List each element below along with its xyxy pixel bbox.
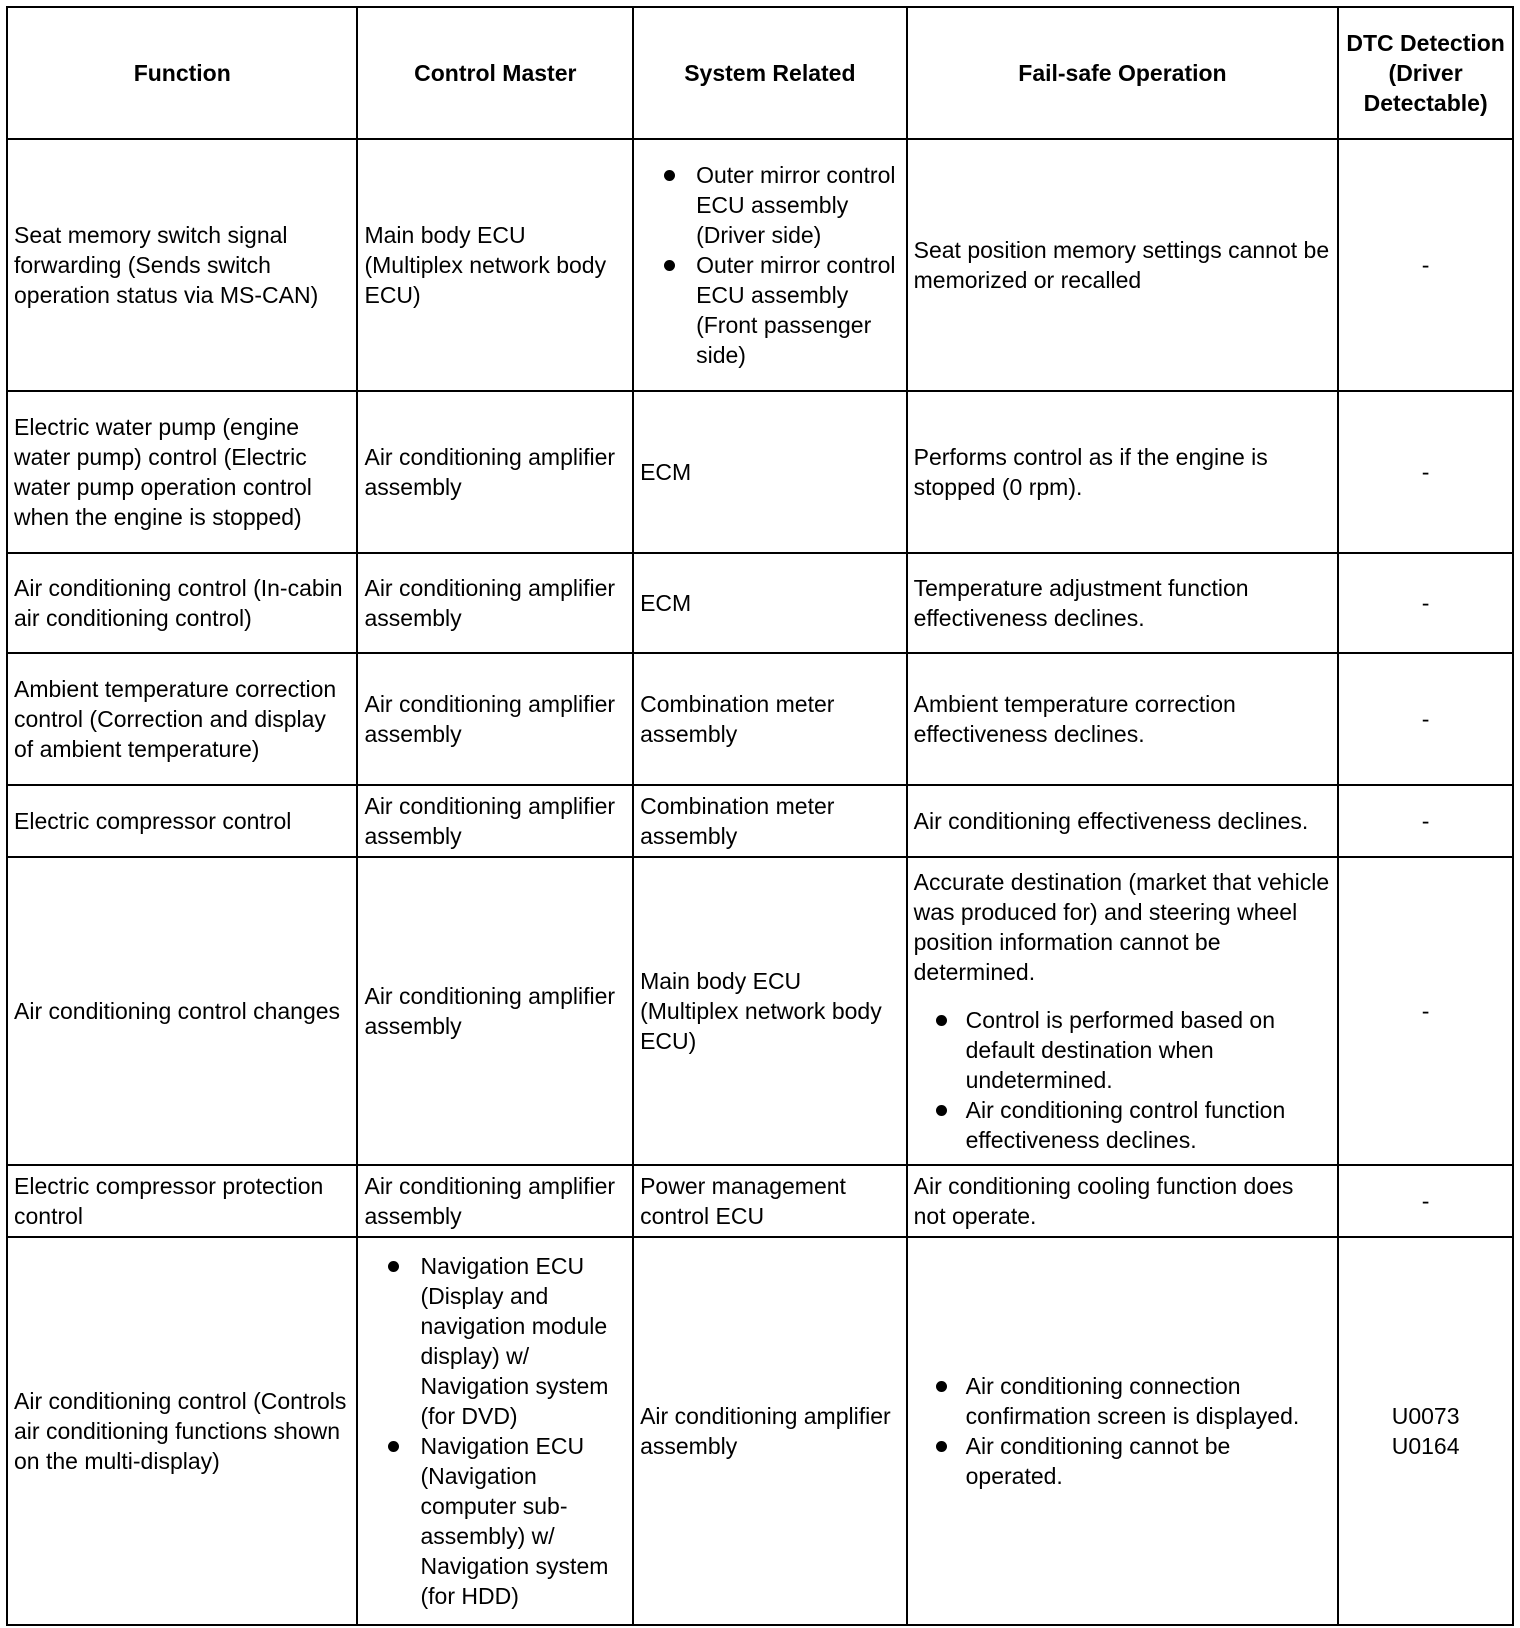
table-row — [7, 391, 1513, 553]
cell-function: Electric water pump (engine water pump) control (Electric water pump operation control when the engine is stopped) — [7, 391, 357, 553]
list-item: Air conditioning cannot be operated. — [914, 1431, 1332, 1491]
cell-dtc — [1338, 1237, 1513, 1625]
table-row — [7, 1165, 1513, 1237]
cell-system-related: ECM — [633, 553, 907, 654]
cell-dtc: - — [1338, 391, 1513, 553]
list-item: Navigation ECU (Navigation computer sub-assembly) w/ Navigation system (for HDD) — [364, 1431, 626, 1611]
cell-control-master: Air conditioning amplifier assembly — [357, 391, 633, 553]
header-row — [7, 7, 1513, 139]
dtc-code: U0164 — [1391, 1432, 1460, 1459]
cell-function: Electric compressor control — [7, 785, 357, 857]
cell-system-related: ECM — [633, 391, 907, 553]
table-row — [7, 1237, 1513, 1625]
cell-fail-safe: Seat position memory settings cannot be memorized or recalled — [907, 139, 1339, 391]
fail-safe-table — [6, 6, 1514, 1626]
cell-control-master: Air conditioning amplifier assembly — [357, 553, 633, 654]
system-related-list — [640, 160, 900, 370]
table-row — [7, 653, 1513, 784]
list-item: Outer mirror control ECU assembly (Front passenger side) — [640, 250, 900, 370]
cell-control-master: Air conditioning amplifier assembly — [357, 785, 633, 857]
header-dtc: DTC Detection (Driver Detectable) — [1338, 7, 1513, 139]
cell-control-master: Main body ECU (Multiplex network body ECU) — [357, 139, 633, 391]
control-master-list — [364, 1251, 626, 1611]
cell-dtc: - — [1338, 553, 1513, 654]
fail-safe-text: Accurate destination (market that vehicle was produced for) and steering wheel position information cannot be determined. — [913, 868, 1330, 985]
cell-fail-safe: Ambient temperature correction effectiveness declines. — [907, 653, 1339, 784]
cell-system-related: Main body ECU (Multiplex network body ECU) — [633, 857, 907, 1165]
table-row — [7, 553, 1513, 654]
cell-fail-safe — [907, 857, 1339, 1165]
cell-function: Electric compressor protection control — [7, 1165, 357, 1237]
cell-system-related: Power management control ECU — [633, 1165, 907, 1237]
cell-fail-safe: Air conditioning effectiveness declines. — [907, 785, 1339, 857]
cell-fail-safe: Performs control as if the engine is stopped (0 rpm). — [907, 391, 1339, 553]
cell-dtc: - — [1338, 139, 1513, 391]
list-item: Navigation ECU (Display and navigation module display) w/ Navigation system (for DVD) — [364, 1251, 626, 1431]
cell-function: Seat memory switch signal forwarding (Sends switch operation status via MS-CAN) — [7, 139, 357, 391]
header-control-master: Control Master — [357, 7, 633, 139]
cell-function: Air conditioning control changes — [7, 857, 357, 1165]
cell-dtc: - — [1338, 653, 1513, 784]
cell-system-related — [633, 139, 907, 391]
fail-safe-list — [914, 1371, 1332, 1491]
list-item: Air conditioning control function effectiveness declines. — [914, 1095, 1332, 1155]
cell-fail-safe: Temperature adjustment function effectiveness declines. — [907, 553, 1339, 654]
header-function: Function — [7, 7, 357, 139]
cell-system-related: Combination meter assembly — [633, 785, 907, 857]
dtc-code: U0073 — [1391, 1402, 1460, 1429]
cell-control-master: Air conditioning amplifier assembly — [357, 857, 633, 1165]
table-row — [7, 857, 1513, 1165]
cell-control-master — [357, 1237, 633, 1625]
cell-dtc: - — [1338, 785, 1513, 857]
cell-function: Ambient temperature correction control (Correction and display of ambient temperature) — [7, 653, 357, 784]
table-row — [7, 785, 1513, 857]
cell-fail-safe — [907, 1237, 1339, 1625]
header-fail-safe: Fail-safe Operation — [907, 7, 1339, 139]
header-system-related: System Related — [633, 7, 907, 139]
cell-control-master: Air conditioning amplifier assembly — [357, 1165, 633, 1237]
cell-system-related: Combination meter assembly — [633, 653, 907, 784]
cell-control-master: Air conditioning amplifier assembly — [357, 653, 633, 784]
list-item: Control is performed based on default destination when undetermined. — [914, 1005, 1332, 1095]
cell-fail-safe: Air conditioning cooling function does not operate. — [907, 1165, 1339, 1237]
cell-dtc: - — [1338, 1165, 1513, 1237]
fail-safe-list — [914, 1005, 1332, 1155]
cell-dtc: - — [1338, 857, 1513, 1165]
cell-function: Air conditioning control (In-cabin air conditioning control) — [7, 553, 357, 654]
cell-function: Air conditioning control (Controls air conditioning functions shown on the multi-display) — [7, 1237, 357, 1625]
list-item: Outer mirror control ECU assembly (Driver side) — [640, 160, 900, 250]
cell-system-related: Air conditioning amplifier assembly — [633, 1237, 907, 1625]
list-item: Air conditioning connection confirmation screen is displayed. — [914, 1371, 1332, 1431]
table-row — [7, 139, 1513, 391]
